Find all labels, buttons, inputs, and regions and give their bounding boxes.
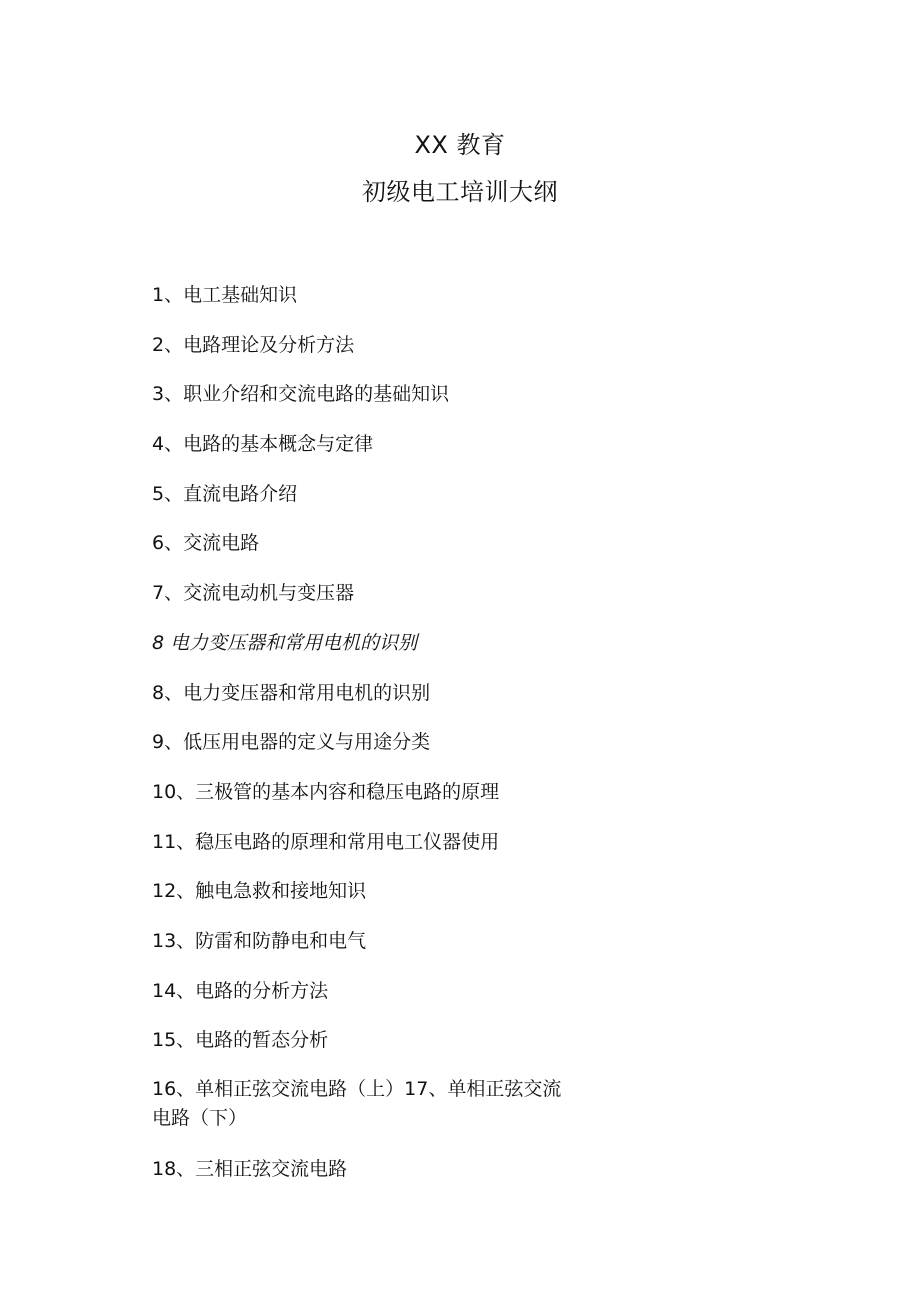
outline-item: 14、电路的分析方法 (152, 979, 329, 1002)
training-outline-list (152, 280, 572, 1204)
outline-item: 4、电路的基本概念与定律 (152, 433, 374, 456)
outline-item: 5、直流电路介绍 (152, 482, 298, 505)
outline-item: 1、电工基础知识 (152, 284, 298, 306)
outline-item: 6、交流电路 (152, 532, 260, 555)
outline-item: 7、交流电动机与变压器 (152, 582, 355, 605)
outline-item: 9、低压用电器的定义与用途分类 (152, 731, 431, 754)
outline-item: 11、稳压电路的原理和常用电工仪器使用 (152, 830, 500, 853)
outline-item: 15、电路的暂态分析 (152, 1029, 329, 1052)
outline-item: 13、防雷和防静电和电气 (152, 929, 367, 952)
outline-item-italic-heading: 8 电力变压器和常用电机的识别 (152, 631, 418, 654)
outline-item: 16、单相正弦交流电路（上）17、单相正弦交流电路（下） (152, 1078, 562, 1129)
outline-item: 2、电路理论及分析方法 (152, 333, 355, 356)
outline-item: 8、电力变压器和常用电机的识别 (152, 681, 431, 704)
document-title: 初级电工培训大纲 (362, 178, 558, 206)
outline-item: 3、职业介绍和交流电路的基础知识 (152, 383, 450, 406)
organization-title: XX 教育 (414, 131, 506, 159)
outline-item: 10、三极管的基本内容和稳压电路的原理 (152, 780, 500, 803)
outline-item: 12、触电急救和接地知识 (152, 880, 367, 903)
outline-item: 18、三相正弦交流电路 (152, 1158, 348, 1180)
